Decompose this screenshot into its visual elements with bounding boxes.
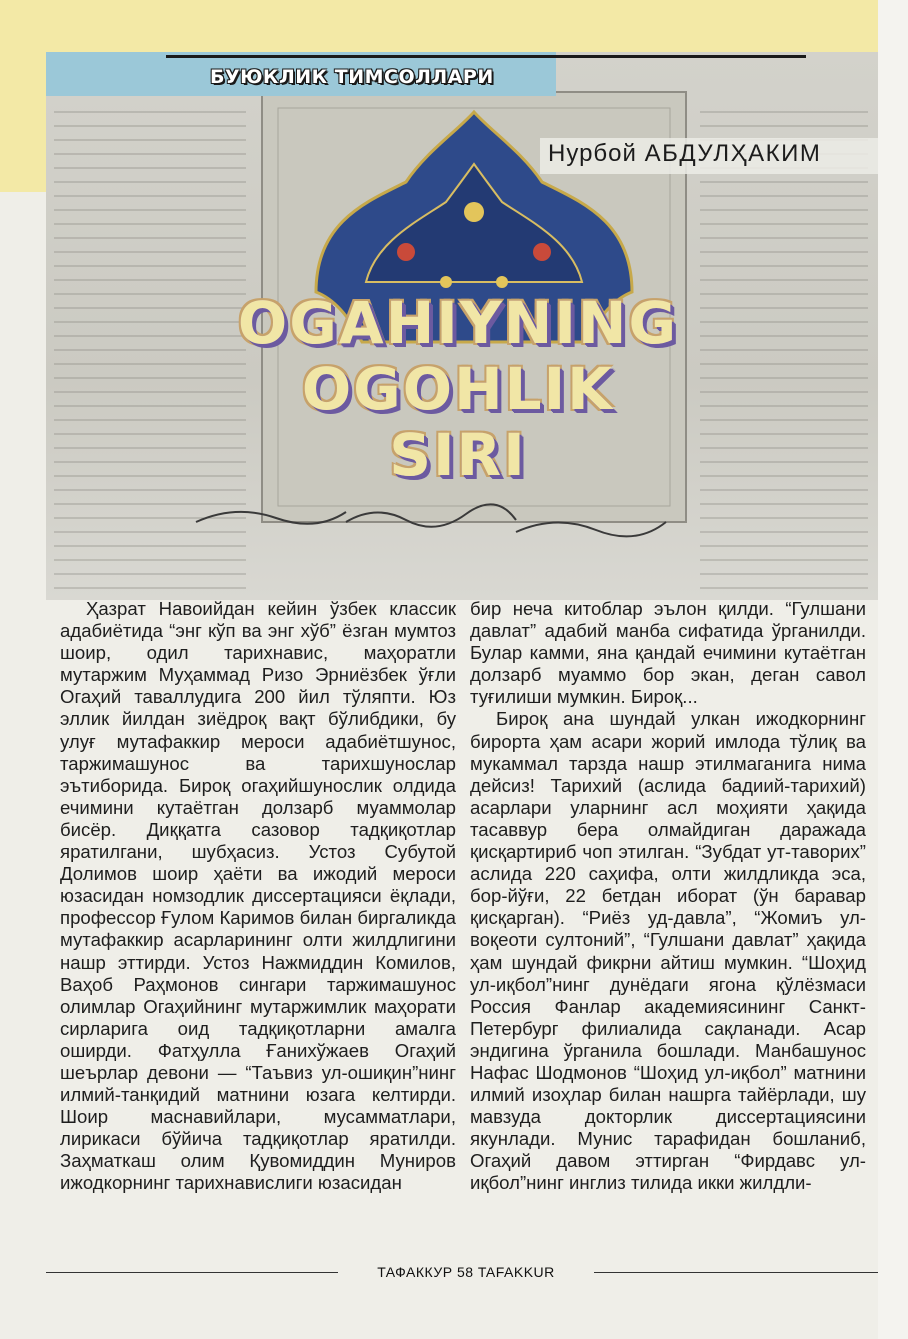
page-footer: ТАФАККУР 58 TAFAKKUR: [377, 1264, 555, 1280]
article-title-line-1: OGAHIYNING: [237, 289, 679, 357]
top-yellow-band: [0, 0, 878, 52]
footer-rule-right: [594, 1272, 878, 1273]
right-column: [470, 598, 866, 1195]
author-name: [548, 140, 821, 168]
footer-rule-left: [46, 1272, 338, 1273]
author-last-name: АБДУЛҲАКИМ: [644, 140, 822, 167]
paragraph: Бироқ ана шундай улкан ижодкорнинг бирорта ҳам асари жорий имлода тўлиқ ва мукаммал тарзда нашр этилмаганига нима дейсиз! Тарихий (аслида бадиий-тарихий) асарлари уларнинг асл моҳияти ҳақида тасаввур бера олмайдиган даражада қисқартириб чоп этилган. “Зубдат ут-таворих” аслида 220 саҳифа, олти жилдликда эса, бор-йўғи, 22 бетдан иборат (ўн баравар қисқарган). “Риёз уд-давла”, “Жомиъ ул-воқеоти султоний”, “Гулшани давлат” ҳақида ҳам шундай фикрни айтиш мумкин. “Шоҳид ул-иқбол”нинг дунёдаги ягона қўлёзмаси Россия Фанлар академиясининг Санкт-Петербург филиалида сақланади. Асар эндигина ўрганила бошлади. Манбашунос Нафас Шодмонов “Шоҳид ул-иқбол” матнини илмий изоҳлар билан нашрга тайёрлади, шу мавзуда докторлик диссертациясини якунлади. Мунис тарафидан бошланиб, Огаҳий давом эттирган “Фирдавс ул-иқбол”нинг инглиз тилида икки жилдли-: [470, 708, 866, 1194]
section-rubric: БУЮКЛИК ТИМСОЛЛАРИ: [210, 66, 494, 88]
article-title-line-2: OGOHLIK SIRI: [301, 355, 615, 489]
left-column: [60, 598, 456, 1195]
side-yellow-band: [0, 52, 46, 192]
article-title: [228, 290, 688, 488]
rubric-rule: [166, 55, 806, 58]
paragraph: Ҳазрат Навоийдан кейин ўзбек классик адабиётида “энг кўп ва энг хўб” ёзган мумтоз шоир, одил тарихнавис, маҳоратли мутаржим Муҳаммад Ризо Эрниёзбек ўғли Огаҳий таваллудига 200 йил тўляпти. Юз эллик йилдан зиёдроқ вақт бўлибдики, бу улуғ мутафаккир мероси адабиётшунос, таржимашунос ва тарихшунослар эътиборида. Бироқ огаҳийшунослик олдида ечимини кутаётган долзарб муаммолар бисёр. Диққатга сазовор тадқиқотлар яратилгани, шубҳасиз. Устоз Субутой Долимов шоир ҳаёти ва ижодий мероси юзасидан номзодлик диссертацияси ёқлади, профессор Ғулом Каримов билан биргаликда мутафаккир асарларининг олти жилдлигини нашр эттирди. Устоз Нажмиддин Комилов, Ваҳоб Раҳмонов сингари таржимашунос олимлар Огаҳийнинг мутаржимлик маҳорати сирларига оид тадқиқотларни амалга оширди. Фатҳулла Ғанихўжаев Огаҳий шеърлар девони — “Таъвиз ул-ошиқин”нинг илмий-танқидий матнини юзага келтирди. Шоир маснавийлари, мусамматлари, лирикаси бўйича тадқиқотлар яратилди. Заҳматкаш олим Қувомиддин Муниров ижодкорнинг тарихнавислиги юзасидан: [60, 598, 456, 1194]
paragraph: бир неча китоблар эълон қилди. “Гулшани давлат” адабий манба сифатида ўрганилди. Булар камми, яна қандай ечимини кутаётган долзарб муаммо бор экан, деган савол туғилиши мумкин. Бироқ...: [470, 598, 866, 708]
author-first-name: Нурбой: [548, 140, 637, 167]
page-edge: [878, 0, 908, 1339]
article-body: [46, 598, 878, 1258]
